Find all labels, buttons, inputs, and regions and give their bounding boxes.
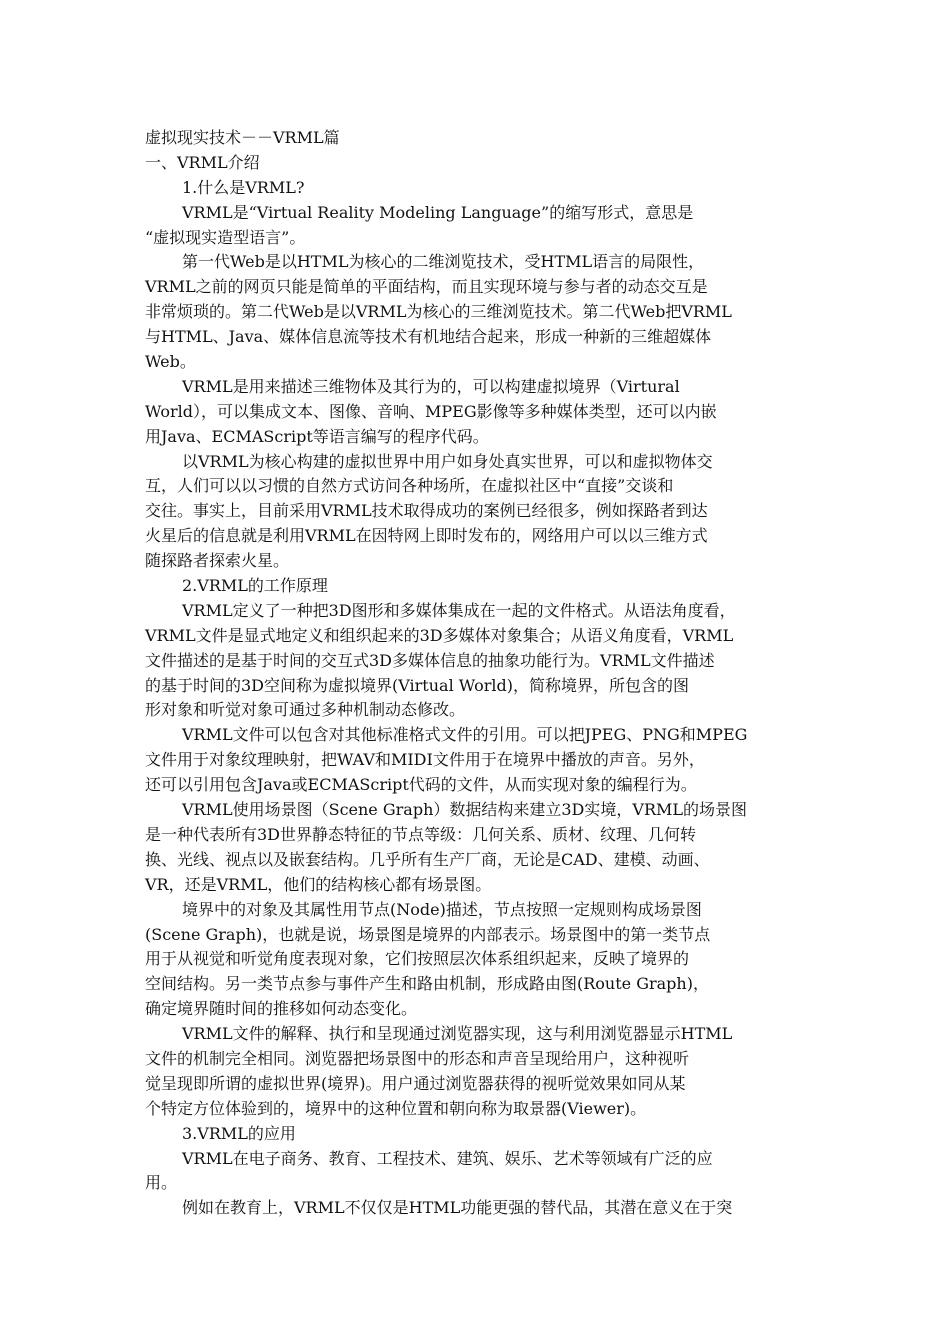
text-line: VRML文件是显式地定义和组织起来的3D多媒体对象集合；从语义角度看，VRML <box>145 625 734 645</box>
text-line: VRML文件的解释、执行和呈现通过浏览器实现，这与利用浏览器显示HTML <box>182 1024 733 1044</box>
text-line: 用Java、ECMAScript等语言编写的程序代码。 <box>145 426 489 446</box>
text-line: 个特定方位体验到的，境界中的这种位置和朝向称为取景器(Viewer)。 <box>145 1098 647 1118</box>
text-line: 换、光线、视点以及嵌套结构。几乎所有生产厂商，无论是CAD、建模、动画、 <box>145 849 710 869</box>
text-line: 确定境界随时间的推移如何动态变化。 <box>145 999 418 1019</box>
document-title: 虚拟现实技术－－VRML篇 <box>145 128 340 147</box>
text-line: 的基于时间的3D空间称为虚拟境界(Virtual World)，简称境界，所包含的图 <box>145 675 690 695</box>
text-line: 随探路者探索火星。 <box>145 551 290 571</box>
text-line: 觉呈现即所谓的虚拟世界(境界)。用户通过浏览器获得的视听觉效果如同从某 <box>145 1073 686 1093</box>
text-line: 空间结构。另一类节点参与事件产生和路由机制，形成路由图(Route Graph)， <box>145 974 709 994</box>
text-line: World），可以集成文本、图像、音响、MPEG影像等多种媒体类型，还可以内嵌 <box>145 401 717 421</box>
text-line: 文件的机制完全相同。浏览器把场景图中的形态和声音呈现给用户，这种视听 <box>145 1048 690 1068</box>
text-line: 1.什么是VRML? <box>182 177 305 197</box>
text-line: 境界中的对象及其属性用节点(Node)描述，节点按照一定规则构成场景图 <box>182 899 702 919</box>
text-line: 互，人们可以以习惯的自然方式访问各种场所，在虚拟社区中“直接”交谈和 <box>145 476 674 496</box>
text-line: 文件用于对象纹理映射，把WAV和MIDI文件用于在境界中播放的声音。另外， <box>145 750 705 770</box>
text-line: VR，还是VRML，他们的结构核心都有场景图。 <box>145 874 492 894</box>
text-line: 一、VRML介绍 <box>145 152 260 172</box>
text-line: 3.VRML的应用 <box>182 1123 296 1143</box>
text-line: VRML是“Virtual Reality Modeling Language”的缩写形式，意思是 <box>182 202 694 222</box>
text-line: 与HTML、Java、媒体信息流等技术有机地结合起来，形成一种新的三维超媒体 <box>145 327 712 347</box>
text-line: 是一种代表所有3D世界静态特征的节点等级：几何关系、质材、纹理、几何转 <box>145 824 697 844</box>
text-line: VRML文件可以包含对其他标准格式文件的引用。可以把JPEG、PNG和MPEG <box>182 725 748 745</box>
text-line: VRML是用来描述三维物体及其行为的，可以构建虚拟境界（Virtural <box>182 376 680 396</box>
text-line: VRML之前的网页只能是简单的平面结构，而且实现环境与参与者的动态交互是 <box>145 277 708 297</box>
text-line: “虚拟现实造型语言”。 <box>145 227 306 247</box>
text-line: 交往。事实上，目前采用VRML技术取得成功的案例已经很多，例如探路者到达 <box>145 501 708 521</box>
text-line: 例如在教育上，VRML不仅仅是HTML功能更强的替代品，其潜在意义在于突 <box>182 1198 733 1218</box>
text-line: 还可以引用包含Java或ECMAScript代码的文件，从而实现对象的编程行为。 <box>145 775 697 795</box>
text-line: (Scene Graph)，也就是说，场景图是境界的内部表示。场景图中的第一类节点 <box>145 924 711 944</box>
text-line: 以VRML为核心构建的虚拟世界中用户如身处真实世界，可以和虚拟物体交 <box>182 451 713 471</box>
text-line: VRML定义了一种把3D图形和多媒体集成在一起的文件格式。从语法角度看， <box>182 600 736 620</box>
text-line: 火星后的信息就是利用VRML在因特网上即时发布的，网络用户可以以三维方式 <box>145 526 708 546</box>
text-line: 文件描述的是基于时间的交互式3D多媒体信息的抽象功能行为。VRML文件描述 <box>145 650 715 670</box>
document-page <box>145 126 810 1221</box>
text-line: VRML在电子商务、教育、工程技术、建筑、娱乐、艺术等领域有广泛的应 <box>182 1148 713 1168</box>
text-line: 用。 <box>145 1173 178 1193</box>
text-line: 第一代Web是以HTML为核心的二维浏览技术，受HTML语言的局限性， <box>182 252 705 272</box>
text-line: Web。 <box>145 352 196 372</box>
text-line: 形对象和听觉对象可通过多种机制动态修改。 <box>145 700 466 720</box>
text-line: 2.VRML的工作原理 <box>182 576 328 596</box>
text-line: 非常烦琐的。第二代Web是以VRML为核心的三维浏览技术。第二代Web把VRML <box>145 302 732 322</box>
text-line: 用于从视觉和听觉角度表现对象，它们按照层次体系组织起来，反映了境界的 <box>145 949 690 969</box>
text-line: VRML使用场景图（Scene Graph）数据结构来建立3D实境，VRML的场景图 <box>182 800 747 820</box>
